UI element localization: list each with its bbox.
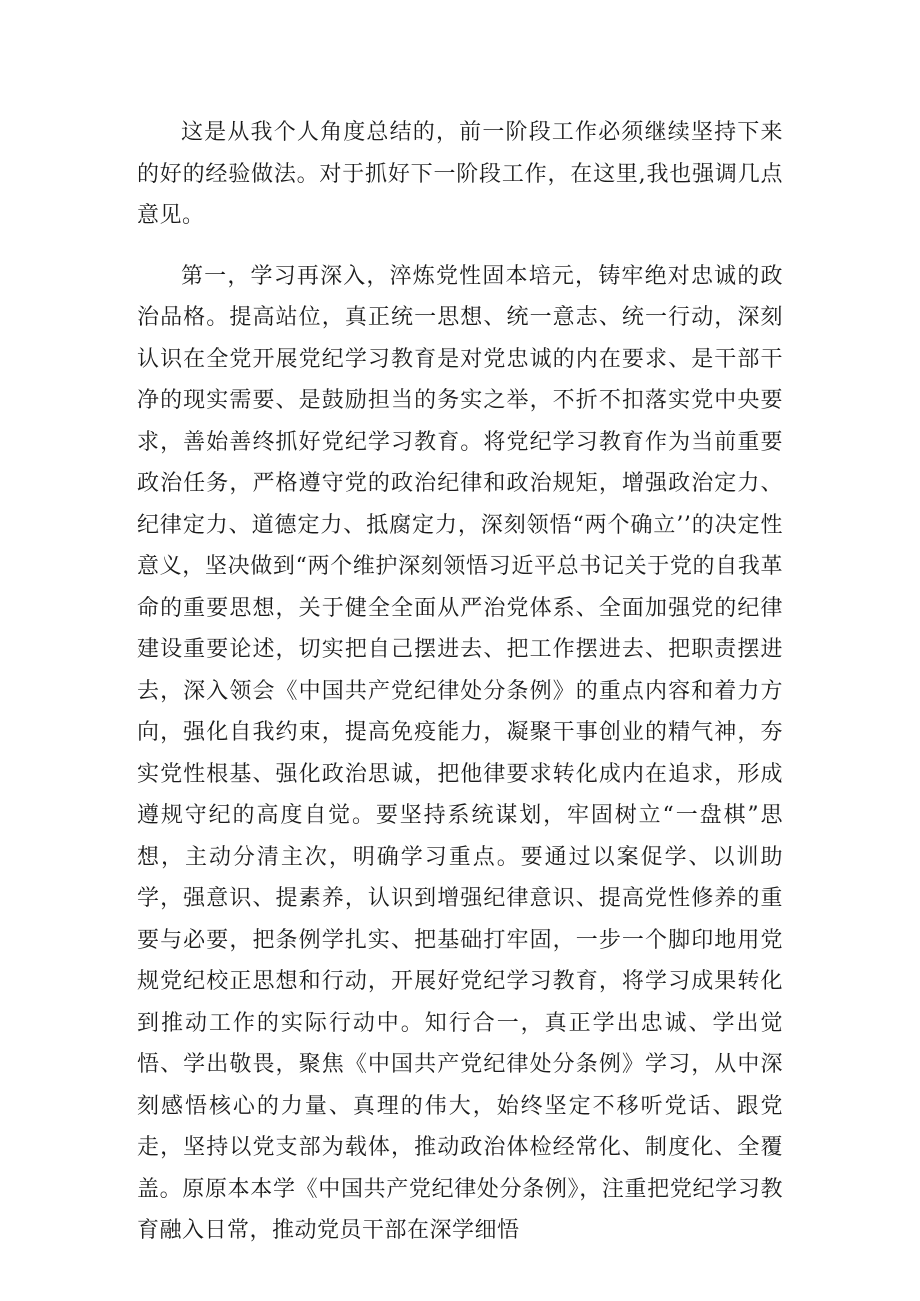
document-body — [137, 112, 783, 1252]
paragraph-intro: 这是从我个人角度总结的，前一阶段工作必须继续坚持下来的好的经验做法。对于抓好下一阶段工作，在这里,我也强调几点意见。 — [137, 120, 783, 228]
paragraph-point-one: 第一，学习再深入，淬炼党性固本培元，铸牢绝对忠诚的政治品格。提高站位，真正统一思想、统一意志、统一行动，深刻认识在全党开展党纪学习教育是对党忠诚的内在要求、是干部干净的现实需要、是鼓励担当的务实之举，不折不扣落实党中央要求，善始善终抓好党纪学习教育。将党纪学习教育作为当前重要政治任务，严格遵守党的政治纪律和政治规矩，增强政治定力、纪律定力、道德定力、抵腐定力，深刻领悟“两个确立’’的决定性意义，坚决做到“两个维护深刻领悟习近平总书记关于党的自我革命的重要思想，关于健全全面从严治党体系、全面加强党的纪律建设重要论述，切实把自己摆进去、把工作摆进去、把职责摆进去，深入领会《中国共产党纪律处分条例》的重点内容和着力方向，强化自我约束，提高免疫能力，凝聚干事创业的精气神，夯实党性根基、强化政治思诚，把他律要求转化成内在追求，形成遵规守纪的高度自觉。要坚持系统谋划，牢固树立“一盘棋”思想，主动分清主次，明确学习重点。要通过以案促学、以训助学，强意识、提素养，认识到增强纪律意识、提高党性修养的重要与必要，把条例学扎实、把基础打牢固，一步一个脚印地用党规党纪校正思想和行动，开展好党纪学习教育，将学习成果转化到推动工作的实际行动中。知行合一，真正学出忠诚、学出觉悟、学出敬畏，聚焦《中国共产党纪律处分条例》学习，从中深刻感悟核心的力量、真理的伟大，始终坚定不移听党话、跟党走，坚持以党支部为载体，推动政治体检经常化、制度化、全覆盖。原原本本学《中国共产党纪律处分条例》，注重把党纪学习教育融入日常，推动党员干部在深学细悟 — [137, 263, 783, 1243]
